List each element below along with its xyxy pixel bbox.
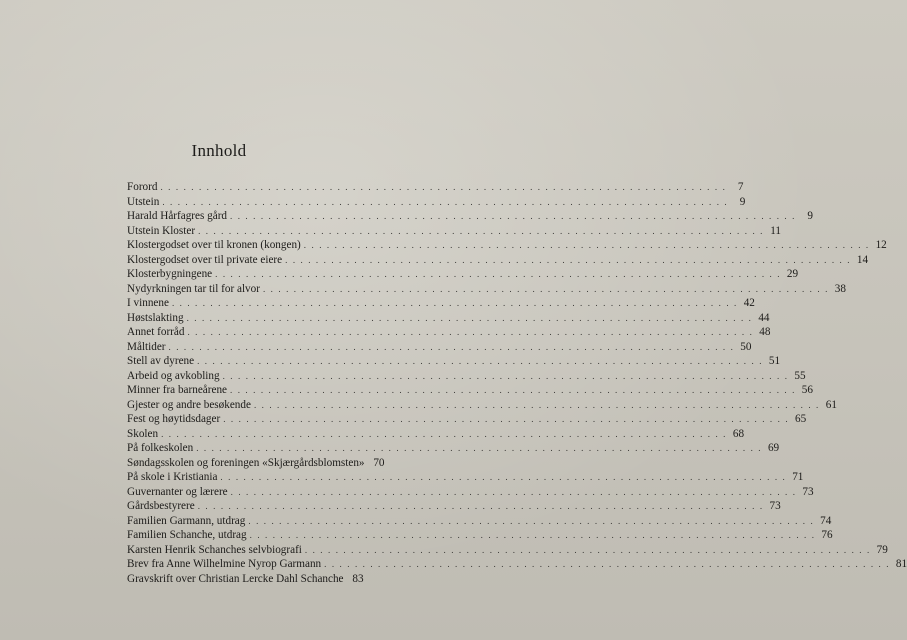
dot-leader	[230, 383, 796, 398]
table-of-contents	[127, 180, 907, 586]
toc-entry-page-number: 9	[807, 210, 813, 222]
toc-entry	[127, 499, 781, 514]
toc-entry	[127, 296, 755, 311]
dot-leader	[215, 267, 781, 282]
toc-entry-title: Annet forråd	[127, 326, 185, 338]
toc-entry-title: Gravskrift over Christian Lercke Dahl Schanche	[127, 572, 344, 585]
dot-leader	[162, 195, 728, 210]
toc-entry	[127, 557, 907, 572]
toc-entry	[127, 398, 837, 413]
toc-entry-title: Klosterbygningene	[127, 268, 213, 280]
toc-entry-page-number: 76	[821, 529, 833, 541]
dot-leader	[198, 499, 764, 514]
dot-leader	[187, 311, 753, 326]
dot-leader	[196, 441, 762, 456]
toc-entry-title: Utstein	[127, 195, 160, 208]
toc-entry	[127, 514, 832, 529]
toc-entry-page-number: 83	[352, 572, 364, 585]
toc-entry-title: Klostergodset over til private eiere	[127, 253, 283, 266]
toc-entry-page-number: 29	[786, 268, 799, 280]
toc-entry-title: På skole i Kristiania	[127, 471, 218, 483]
toc-entry-page-number: 48	[759, 326, 771, 338]
toc-entry-title: Gjester og andre besøkende	[127, 398, 251, 411]
toc-entry-page-number: 51	[768, 355, 781, 367]
toc-entry-title: På folkeskolen	[127, 442, 194, 454]
toc-entry	[127, 311, 770, 326]
dot-leader	[197, 354, 763, 369]
toc-entry-page-number: 55	[794, 369, 806, 382]
toc-entry-title: Stell av dyrene	[127, 355, 195, 367]
toc-entry-title: Harald Hårfagres gård	[127, 210, 228, 222]
dot-leader	[172, 296, 738, 311]
toc-entry	[127, 369, 806, 384]
page-title: Innhold	[191, 141, 247, 160]
toc-entry-title: Karsten Henrik Schanches selvbiografi	[127, 543, 302, 556]
toc-entry-page-number: 69	[767, 442, 780, 454]
toc-entry-page-number: 12	[875, 239, 887, 251]
toc-entry-title: Brev fra Anne Wilhelmine Nyrop Garmann	[127, 558, 322, 570]
dot-leader	[305, 543, 871, 558]
toc-entry	[127, 340, 752, 355]
toc-entry-title: Minner fra barneårene	[127, 384, 228, 396]
dot-leader	[324, 557, 890, 572]
toc-entry-page-number: 9	[739, 195, 746, 208]
toc-entry	[127, 267, 799, 282]
toc-entry-page-number: 73	[802, 485, 814, 498]
toc-entry-page-number: 71	[792, 471, 804, 483]
toc-entry-page-number: 81	[895, 558, 907, 570]
dot-leader	[160, 180, 726, 195]
toc-entry-page-number: 74	[820, 514, 832, 527]
toc-entry-title: Guvernanter og lærere	[127, 485, 228, 498]
toc-entry-title: Utstein Kloster	[127, 224, 196, 237]
toc-entry-title: Klostergodset over til kronen (kongen)	[127, 239, 301, 251]
toc-entry-page-number: 11	[770, 224, 782, 237]
toc-entry-page-number: 65	[795, 413, 807, 425]
toc-entry-page-number: 73	[769, 500, 781, 512]
toc-entry-title: I vinnene	[127, 297, 169, 309]
toc-entry	[127, 485, 814, 500]
toc-entry	[127, 325, 771, 340]
dot-leader	[223, 412, 789, 427]
toc-entry	[127, 543, 888, 558]
toc-entry-page-number: 44	[758, 311, 770, 324]
toc-entry-page-number: 61	[825, 398, 837, 411]
toc-entry	[127, 282, 846, 297]
toc-entry-title: Familien Garmann, utdrag	[127, 514, 246, 527]
toc-entry	[127, 238, 887, 253]
dot-leader	[187, 325, 753, 340]
dot-leader	[285, 253, 851, 268]
toc-entry	[127, 456, 385, 471]
dot-leader	[230, 209, 796, 224]
dot-leader	[248, 514, 814, 529]
dot-leader	[250, 528, 816, 543]
toc-entry	[127, 180, 744, 195]
toc-entry	[127, 412, 807, 427]
toc-entry-page-number: 50	[740, 340, 752, 353]
toc-entry-page-number: 56	[801, 384, 813, 396]
toc-entry-title: Nydyrkningen tar til for alvor	[127, 282, 260, 295]
dot-leader	[304, 238, 870, 253]
toc-entry-title: Familien Schanche, utdrag	[127, 529, 247, 541]
dot-leader	[169, 340, 735, 355]
toc-entry-title: Høstslakting	[127, 311, 184, 324]
toc-entry	[127, 354, 781, 369]
toc-entry	[127, 470, 804, 485]
toc-entry-page-number: 68	[732, 427, 745, 440]
dot-leader	[161, 427, 727, 442]
toc-entry	[127, 383, 813, 398]
toc-entry	[127, 224, 782, 239]
toc-entry-title: Forord	[127, 181, 158, 193]
toc-entry-title: Måltider	[127, 340, 166, 353]
toc-entry	[127, 253, 869, 268]
toc-entry	[127, 528, 833, 543]
toc-entry	[127, 441, 780, 456]
toc-entry-page-number: 38	[834, 282, 846, 295]
toc-entry-page-number: 42	[743, 297, 755, 309]
toc-entry-page-number: 7	[737, 181, 744, 193]
toc-entry-title: Fest og høytidsdager	[127, 413, 221, 425]
dot-leader	[231, 485, 797, 500]
toc-entry	[127, 195, 746, 210]
toc-entry-title: Skolen	[127, 427, 159, 440]
dot-leader	[254, 398, 820, 413]
toc-entry-title: Gårdsbestyrere	[127, 500, 195, 512]
toc-entry	[127, 427, 745, 442]
dot-leader	[263, 282, 829, 297]
toc-entry-page-number: 70	[373, 456, 385, 469]
toc-entry-page-number: 14	[856, 253, 869, 266]
dot-leader	[198, 224, 764, 239]
dot-leader	[223, 369, 789, 384]
toc-entry	[127, 572, 364, 587]
toc-entry-title: Arbeid og avkobling	[127, 369, 220, 382]
toc-entry-title: Søndagsskolen og foreningen «Skjærgårdsblomsten»	[127, 456, 365, 469]
toc-entry	[127, 209, 813, 224]
dot-leader	[220, 470, 786, 485]
toc-entry-page-number: 79	[876, 543, 888, 556]
